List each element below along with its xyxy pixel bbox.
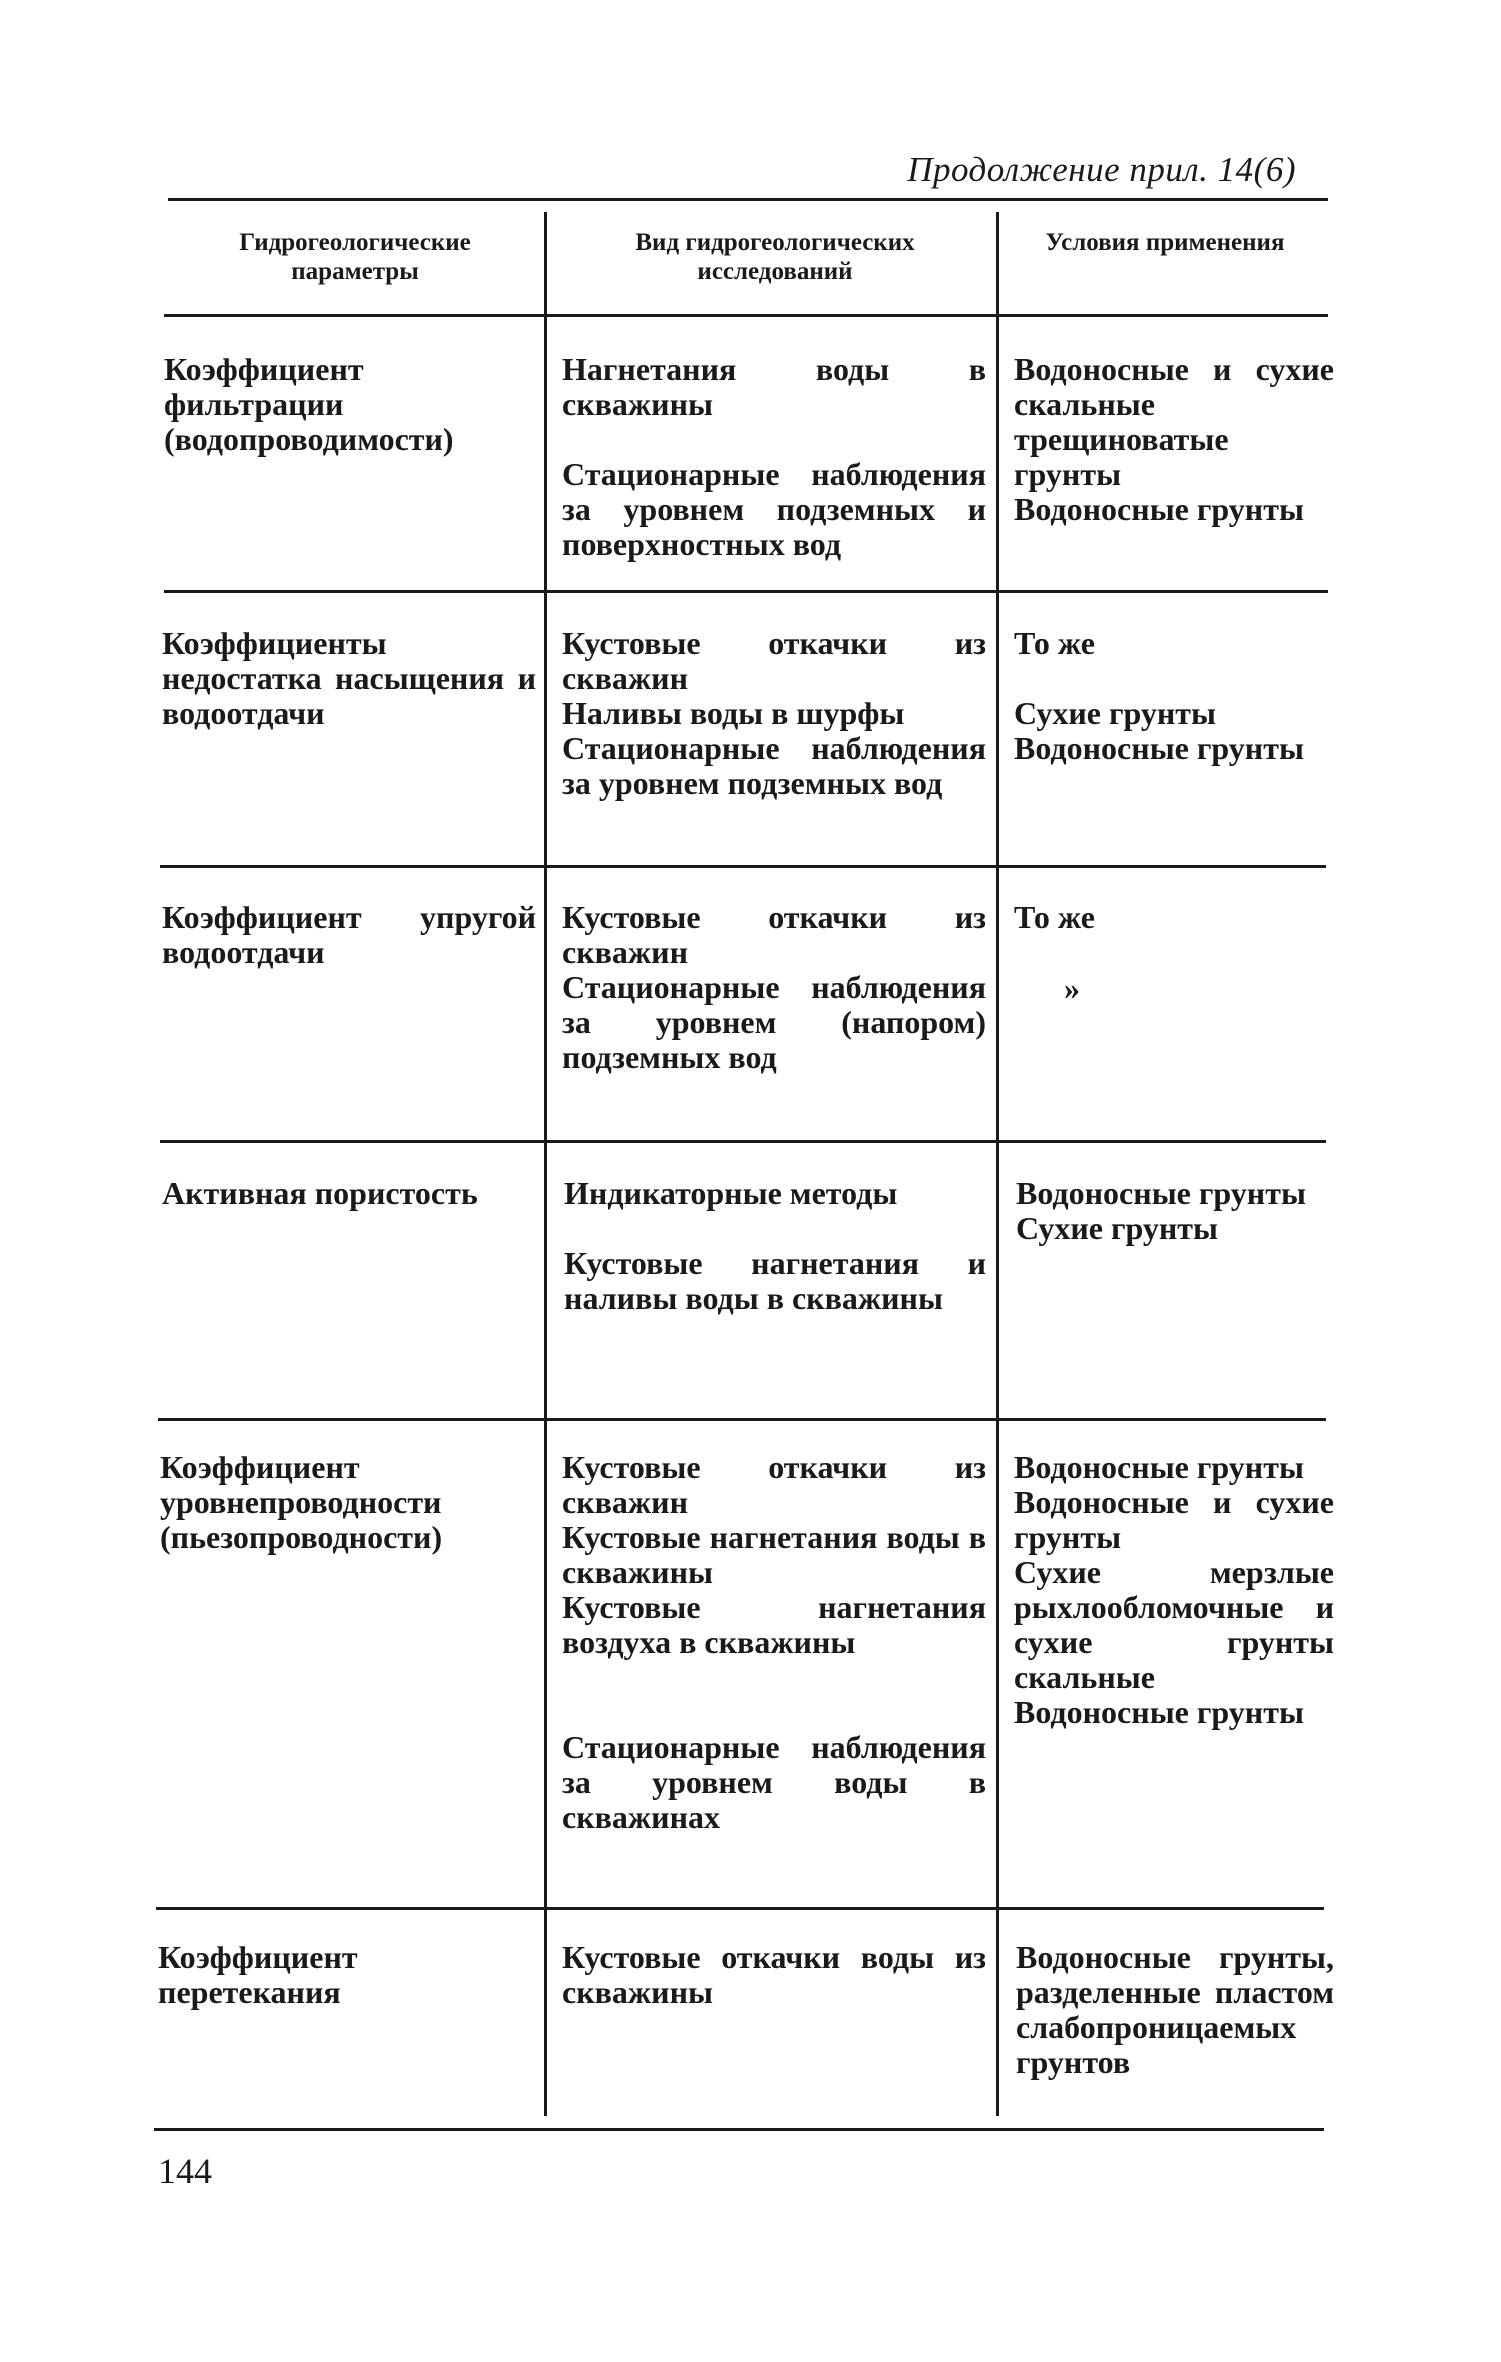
methods-cell [562,626,986,801]
method-entry: Кустовые откачки воды из скважины [562,1939,986,2010]
method-entry: Кустовые нагнетания воздуха в скважины [562,1589,986,1660]
conditions-cell [1014,1450,1334,1730]
condition-entry: Водоносные грунты, разделенные пластом слабопроницаемых грунтов [1016,1939,1334,2080]
continuation-title: Продолжение прил. 14(6) [907,150,1296,189]
method-entry: Стационарные наблюдения за уровнем подземных вод [562,730,986,801]
parameter-cell: Коэффициент фильтрации (водопроводимости) [164,351,454,457]
method-entry: Кустовые откачки из скважин [562,899,986,970]
condition-entry: Сухие мерзлые рыхлообломочные и сухие грунты скальные [1014,1554,1334,1695]
parameter-cell: Активная пористость [162,1175,478,1211]
column-divider [544,212,547,2116]
header-bottom-rule [164,314,1328,317]
condition-entry: Водоносные и сухие скальные трещиноватые грунты [1014,351,1334,492]
method-entry: Стационарные наблюдения за уровнем (напором) подземных вод [562,969,986,1075]
condition-entry: Водоносные грунты [1014,730,1304,766]
parameter-cell: Коэффициент перетекания [158,1939,358,2010]
conditions-cell [1016,1176,1334,1246]
methods-cell [562,352,986,562]
methods-cell [562,1940,986,2010]
conditions-cell [1014,626,1334,766]
conditions-cell [1014,900,1334,1006]
condition-entry: Сухие грунты [1014,695,1216,731]
conditions-cell [1016,1940,1334,2080]
parameter-cell: Коэффициент уровнепроводности (пьезопроводности) [160,1449,443,1555]
parameter-cell: Коэффициенты недостатка насыщения и водоотдачи [162,625,536,731]
row-divider [160,865,1326,868]
row-divider [158,1418,1326,1421]
header-parameters: Гидрогеологические параметры [239,229,471,285]
condition-entry: Водоносные грунты [1014,1694,1304,1730]
page-number: 144 [158,2151,212,2191]
condition-entry: Водоносные грунты [1016,1175,1306,1211]
row-divider [156,1907,1324,1910]
ditto-mark: » [1064,970,1080,1006]
method-entry: Стационарные наблюдения за уровнем воды в скважинах [562,1729,986,1835]
method-entry: Нагнетания воды в скважины [562,351,986,422]
condition-entry: Сухие грунты [1016,1210,1218,1246]
method-entry: Наливы воды в шурфы [562,695,905,731]
header-conditions: Условия применения [1045,229,1285,256]
condition-entry: То же [1014,625,1095,661]
methods-cell [562,1450,986,1835]
conditions-cell [1014,352,1334,527]
method-entry: Индикаторные методы [564,1175,898,1211]
header-research-type: Вид гидрогеологических исследований [635,229,915,285]
method-entry: Кустовые нагнетания и наливы воды в скважины [564,1245,986,1316]
methods-cell [562,900,986,1075]
column-divider [996,212,999,2116]
condition-entry: Водоносные и сухие грунты [1014,1484,1334,1555]
table-bottom-rule [154,2128,1324,2131]
method-entry: Кустовые откачки из скважин [562,1449,986,1520]
methods-cell [564,1176,986,1316]
condition-entry: То же [1014,899,1095,935]
row-divider [164,590,1328,593]
condition-entry: Водоносные грунты [1014,491,1304,527]
condition-entry: Водоносные грунты [1014,1449,1304,1485]
table-top-rule [168,198,1328,201]
method-entry: Кустовые нагнетания воды в скважины [562,1519,986,1590]
parameter-cell: Коэффициент упругой водоотдачи [162,899,536,970]
method-entry: Кустовые откачки из скважин [562,625,986,696]
row-divider [160,1140,1326,1143]
method-entry: Стационарные наблюдения за уровнем подземных и поверхностных вод [562,456,986,562]
